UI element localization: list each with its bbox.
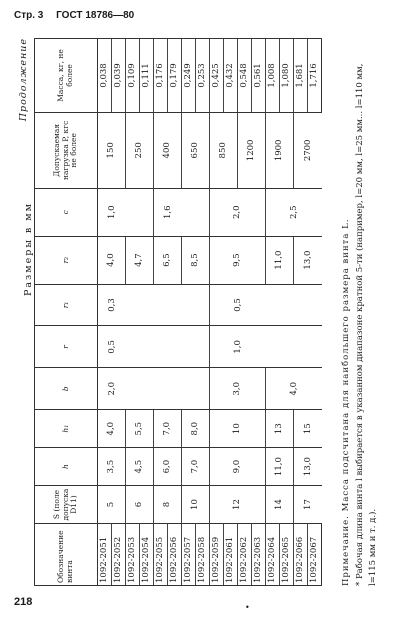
designation-cell: 1092-2059	[210, 524, 224, 586]
load-cell: 400	[154, 112, 182, 188]
continuation-label: Продолжение	[18, 38, 29, 122]
mass-cell: 0,179	[168, 39, 182, 113]
h-cell: 9,0	[210, 448, 266, 486]
load-cell: 650	[182, 112, 210, 188]
b-cell: 4,0	[266, 368, 322, 410]
stray-mark: •	[245, 603, 250, 612]
h1-cell: 5,5	[126, 410, 154, 448]
load-cell: 1900	[266, 112, 294, 188]
load-cell: 2700	[294, 112, 322, 188]
mass-cell: 0,176	[154, 39, 168, 113]
r1-cell-empty	[266, 284, 322, 326]
h-cell: 7,0	[182, 448, 210, 486]
col-h: h	[35, 448, 98, 486]
load-cell: 250	[126, 112, 154, 188]
designation-cell: 1092-2063	[252, 524, 266, 586]
designation-cell: 1092-2054	[140, 524, 154, 586]
c-cell: 2,0	[210, 188, 266, 236]
table-row	[266, 39, 280, 586]
h-cell: 6,0	[154, 448, 182, 486]
h1-cell: 4,0	[98, 410, 126, 448]
col-designation: Обозначение винта	[35, 524, 98, 586]
designation-cell: 1092-2053	[126, 524, 140, 586]
mass-cell: 1,681	[294, 39, 308, 113]
col-b: b	[35, 368, 98, 410]
load-cell: 150	[98, 112, 126, 188]
mass-cell: 0,425	[210, 39, 224, 113]
s-cell: 17	[294, 486, 322, 524]
r1-cell: 0,3	[98, 284, 126, 326]
b-cell: 3,0	[210, 368, 266, 410]
sizes-title: Размеры в мм	[23, 201, 34, 296]
designation-cell: 1092-2061	[224, 524, 238, 586]
designation-cell: 1092-2065	[280, 524, 294, 586]
page-label: Стр. 3	[14, 10, 44, 21]
s-cell: 12	[210, 486, 266, 524]
designation-cell: 1092-2056	[168, 524, 182, 586]
page-header	[14, 10, 144, 21]
col-load: Допускаемая нагрузка P, кгс не более	[35, 112, 98, 188]
c-cell-empty	[126, 188, 154, 236]
page-number: 218	[14, 596, 33, 608]
s-cell: 5	[98, 486, 126, 524]
h1-cell: 8,0	[182, 410, 210, 448]
designation-cell: 1092-2067	[308, 524, 322, 586]
designation-cell: 1092-2055	[154, 524, 168, 586]
h1-cell: 13	[266, 410, 294, 448]
r2-cell: 4,7	[126, 236, 154, 284]
r-cell: 1,0	[210, 326, 266, 368]
c-cell: 2,5	[266, 188, 322, 236]
designation-cell: 1092-2064	[266, 524, 280, 586]
designation-cell: 1092-2051	[98, 524, 112, 586]
r-cell: 0,5	[98, 326, 126, 368]
h-cell: 4,5	[126, 448, 154, 486]
r2-cell: 6,5	[154, 236, 182, 284]
specification-table	[34, 38, 322, 586]
designation-cell: 1092-2062	[238, 524, 252, 586]
s-cell: 14	[266, 486, 294, 524]
load-cell: 1200	[238, 112, 266, 188]
h-cell: 13,0	[294, 448, 322, 486]
note-text: Примечание. Масса подсчитана для наибольшего размера винта L.	[341, 218, 351, 586]
r-cell-empty	[266, 326, 322, 368]
mass-cell: 0,249	[182, 39, 196, 113]
b-cell: 2,0	[98, 368, 126, 410]
table-row	[98, 39, 112, 586]
designation-cell: 1092-2057	[182, 524, 196, 586]
designation-cell: 1092-2052	[112, 524, 126, 586]
designation-cell: 1092-2058	[196, 524, 210, 586]
r1-cell: 0,5	[210, 284, 266, 326]
mass-cell: 0,109	[126, 39, 140, 113]
mass-cell: 0,253	[196, 39, 210, 113]
h1-cell: 10	[210, 410, 266, 448]
b-cell-empty	[126, 368, 210, 410]
mass-cell: 0,548	[238, 39, 252, 113]
col-r: r	[35, 326, 98, 368]
mass-cell: 0,432	[224, 39, 238, 113]
r2-cell: 8,5	[182, 236, 210, 284]
h-cell: 3,5	[98, 448, 126, 486]
table-row	[126, 39, 140, 586]
r2-cell: 4,0	[98, 236, 126, 284]
s-cell: 10	[182, 486, 210, 524]
col-c: c	[35, 188, 98, 236]
designation-cell: 1092-2066	[294, 524, 308, 586]
r2-cell: 9,5	[210, 236, 266, 284]
col-r1: r₁	[35, 284, 98, 326]
standard-code: ГОСТ 18786—80	[56, 10, 135, 21]
h1-cell: 15	[294, 410, 322, 448]
footnote-text: * Рабочая длина винта l выбирается в указанном диапазоне кратной 5-ти (например, l=20 мм, l=25 мм... l=110 мм, l=115 мм и т. д.).	[355, 63, 378, 586]
col-r2: r₂	[35, 236, 98, 284]
h-cell: 11,0	[266, 448, 294, 486]
col-s: S (поле допуска D11)	[35, 486, 98, 524]
mass-cell: 0,561	[252, 39, 266, 113]
c-cell-empty	[182, 188, 210, 236]
mass-cell: 0,111	[140, 39, 154, 113]
r2-cell: 13,0	[294, 236, 322, 284]
c-cell: 1,6	[154, 188, 182, 236]
mass-cell: 1,080	[280, 39, 294, 113]
col-mass: Масса, кг, не более	[35, 39, 98, 113]
r-cell-empty	[126, 326, 210, 368]
load-cell: 850	[210, 112, 238, 188]
r2-cell: 11,0	[266, 236, 294, 284]
col-h1: h₁	[35, 410, 98, 448]
notes-block	[340, 38, 381, 586]
mass-cell: 0,039	[112, 39, 126, 113]
s-cell: 6	[126, 486, 154, 524]
rotated-table-area	[18, 38, 398, 586]
table-row	[210, 39, 224, 586]
mass-cell: 1,716	[308, 39, 322, 113]
mass-cell: 1,008	[266, 39, 280, 113]
table-header-row	[35, 39, 98, 586]
h1-cell: 7,0	[154, 410, 182, 448]
r1-cell-empty	[126, 284, 210, 326]
mass-cell: 0,038	[98, 39, 112, 113]
s-cell: 8	[154, 486, 182, 524]
c-cell: 1,0	[98, 188, 126, 236]
